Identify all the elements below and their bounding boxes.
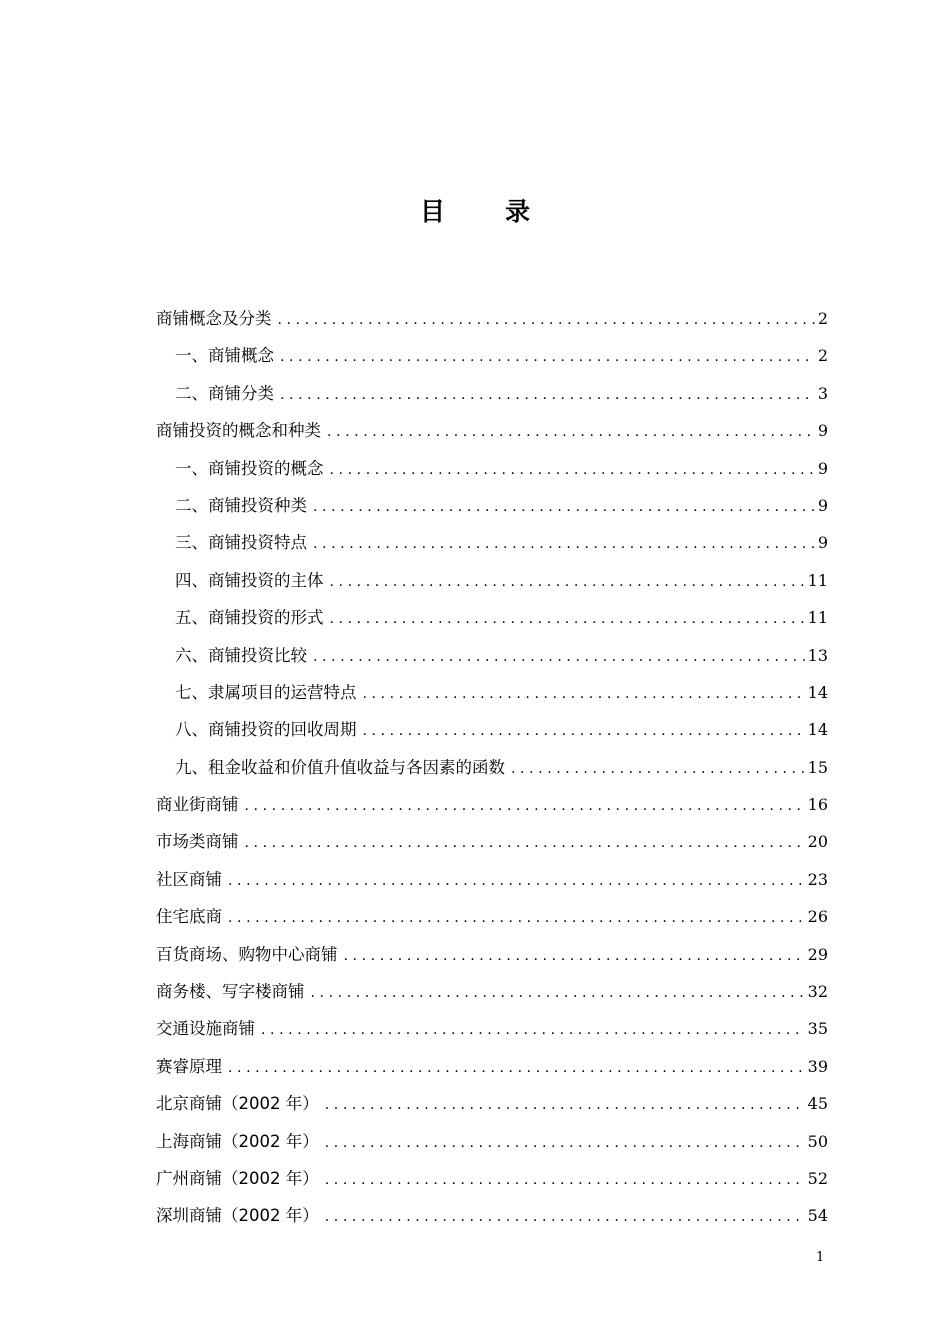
toc-entry-page: 9	[817, 421, 828, 441]
toc-entry-page: 54	[807, 1206, 828, 1226]
toc-leader-dots	[278, 304, 815, 336]
table-of-contents	[156, 303, 828, 1238]
toc-entry-page: 14	[807, 720, 828, 740]
toc-entry[interactable]	[156, 1088, 828, 1125]
toc-entry-page: 9	[817, 458, 828, 478]
toc-entry-page: 23	[807, 869, 828, 889]
toc-leader-dots	[280, 341, 815, 373]
toc-entry[interactable]	[156, 303, 828, 340]
toc-leader-dots	[280, 379, 815, 411]
toc-entry-label: 百货商场、购物中心商铺	[156, 944, 338, 964]
toc-entry-page: 29	[807, 944, 828, 964]
toc-leader-dots	[325, 1089, 805, 1121]
toc-entry-label: 商务楼、写字楼商铺	[156, 982, 305, 1002]
toc-leader-dots	[330, 454, 815, 486]
toc-leader-dots	[228, 902, 805, 934]
toc-leader-dots	[325, 1201, 805, 1233]
toc-entry-label: 商铺概念及分类	[156, 309, 272, 328]
toc-leader-dots	[325, 1127, 805, 1159]
toc-entry-label: 住宅底商	[156, 907, 222, 927]
toc-entry[interactable]	[156, 677, 828, 714]
toc-entry[interactable]	[156, 752, 828, 789]
toc-entry[interactable]	[156, 527, 828, 564]
toc-entry-label: 深圳商铺（2002 年）	[156, 1206, 319, 1226]
toc-entry[interactable]	[156, 602, 828, 639]
toc-entry[interactable]	[156, 415, 828, 452]
toc-entry-page: 2	[817, 346, 828, 366]
toc-entry-label: 广州商铺（2002 年）	[156, 1168, 319, 1188]
toc-entry-label: 一、商铺概念	[175, 346, 274, 366]
toc-leader-dots	[344, 940, 805, 972]
toc-leader-dots	[313, 641, 805, 673]
toc-leader-dots	[330, 603, 805, 635]
toc-entry[interactable]	[156, 826, 828, 863]
toc-entry[interactable]	[156, 1200, 828, 1237]
toc-entry-page: 11	[807, 570, 828, 590]
toc-entry-page: 52	[807, 1168, 828, 1188]
toc-entry[interactable]	[156, 1126, 828, 1163]
toc-leader-dots	[228, 865, 805, 897]
toc-entry-page: 39	[807, 1056, 828, 1076]
toc-entry-page: 2	[817, 309, 828, 328]
toc-entry-page: 11	[807, 608, 828, 628]
toc-entry-label: 赛睿原理	[156, 1056, 222, 1076]
page-title: 目录	[419, 197, 590, 226]
toc-entry[interactable]	[156, 714, 828, 751]
toc-entry-label: 四、商铺投资的主体	[175, 570, 324, 590]
toc-entry-page: 35	[807, 1019, 828, 1039]
toc-entry[interactable]	[156, 789, 828, 826]
toc-entry[interactable]	[156, 1051, 828, 1088]
toc-entry-page: 45	[807, 1094, 828, 1114]
toc-entry-page: 20	[807, 832, 828, 852]
toc-leader-dots	[325, 1164, 805, 1196]
toc-entry[interactable]	[156, 1013, 828, 1050]
page-number: 1	[816, 1250, 825, 1265]
toc-leader-dots	[313, 528, 815, 560]
toc-leader-dots	[511, 753, 805, 785]
toc-entry-page: 9	[817, 495, 828, 515]
toc-entry-label: 商业街商铺	[156, 795, 239, 815]
toc-entry-label: 五、商铺投资的形式	[175, 608, 324, 628]
toc-entry[interactable]	[156, 453, 828, 490]
toc-entry-page: 16	[807, 795, 828, 815]
toc-entry-page: 50	[807, 1131, 828, 1151]
toc-entry[interactable]	[156, 1163, 828, 1200]
toc-leader-dots	[363, 715, 805, 747]
toc-entry-page: 13	[807, 645, 828, 665]
toc-entry-page: 15	[807, 757, 828, 777]
toc-entry-page: 14	[807, 682, 828, 702]
toc-entry-page: 3	[817, 383, 828, 403]
toc-entry-label: 九、租金收益和价值升值收益与各因素的函数	[175, 757, 505, 777]
toc-entry[interactable]	[156, 901, 828, 938]
toc-leader-dots	[330, 566, 805, 598]
toc-entry-label: 商铺投资的概念和种类	[156, 421, 321, 441]
toc-entry-label: 三、商铺投资特点	[175, 533, 307, 553]
toc-entry[interactable]	[156, 378, 828, 415]
toc-leader-dots	[228, 1052, 805, 1084]
toc-entry-label: 一、商铺投资的概念	[175, 458, 324, 478]
toc-entry-page: 9	[817, 533, 828, 553]
toc-entry[interactable]	[156, 864, 828, 901]
toc-entry[interactable]	[156, 939, 828, 976]
toc-entry-label: 七、隶属项目的运营特点	[175, 682, 357, 702]
toc-entry[interactable]	[156, 976, 828, 1013]
toc-entry-label: 交通设施商铺	[156, 1019, 255, 1039]
toc-leader-dots	[313, 491, 815, 523]
toc-entry-label: 市场类商铺	[156, 832, 239, 852]
toc-entry-page: 26	[807, 907, 828, 927]
toc-leader-dots	[261, 1014, 805, 1046]
toc-entry-label: 六、商铺投资比较	[175, 645, 307, 665]
toc-leader-dots	[363, 678, 805, 710]
toc-entry[interactable]	[156, 490, 828, 527]
toc-leader-dots	[245, 827, 805, 859]
toc-entry[interactable]	[156, 565, 828, 602]
toc-leader-dots	[311, 977, 805, 1009]
toc-entry-label: 北京商铺（2002 年）	[156, 1094, 319, 1114]
toc-leader-dots	[245, 790, 805, 822]
toc-entry-label: 八、商铺投资的回收周期	[175, 720, 357, 740]
toc-leader-dots	[327, 416, 815, 448]
toc-entry[interactable]	[156, 340, 828, 377]
toc-entry-page: 32	[807, 982, 828, 1002]
toc-entry-label: 二、商铺分类	[175, 383, 274, 403]
toc-entry-label: 上海商铺（2002 年）	[156, 1131, 319, 1151]
toc-entry[interactable]	[156, 640, 828, 677]
toc-entry-label: 社区商铺	[156, 869, 222, 889]
toc-entry-label: 二、商铺投资种类	[175, 495, 307, 515]
